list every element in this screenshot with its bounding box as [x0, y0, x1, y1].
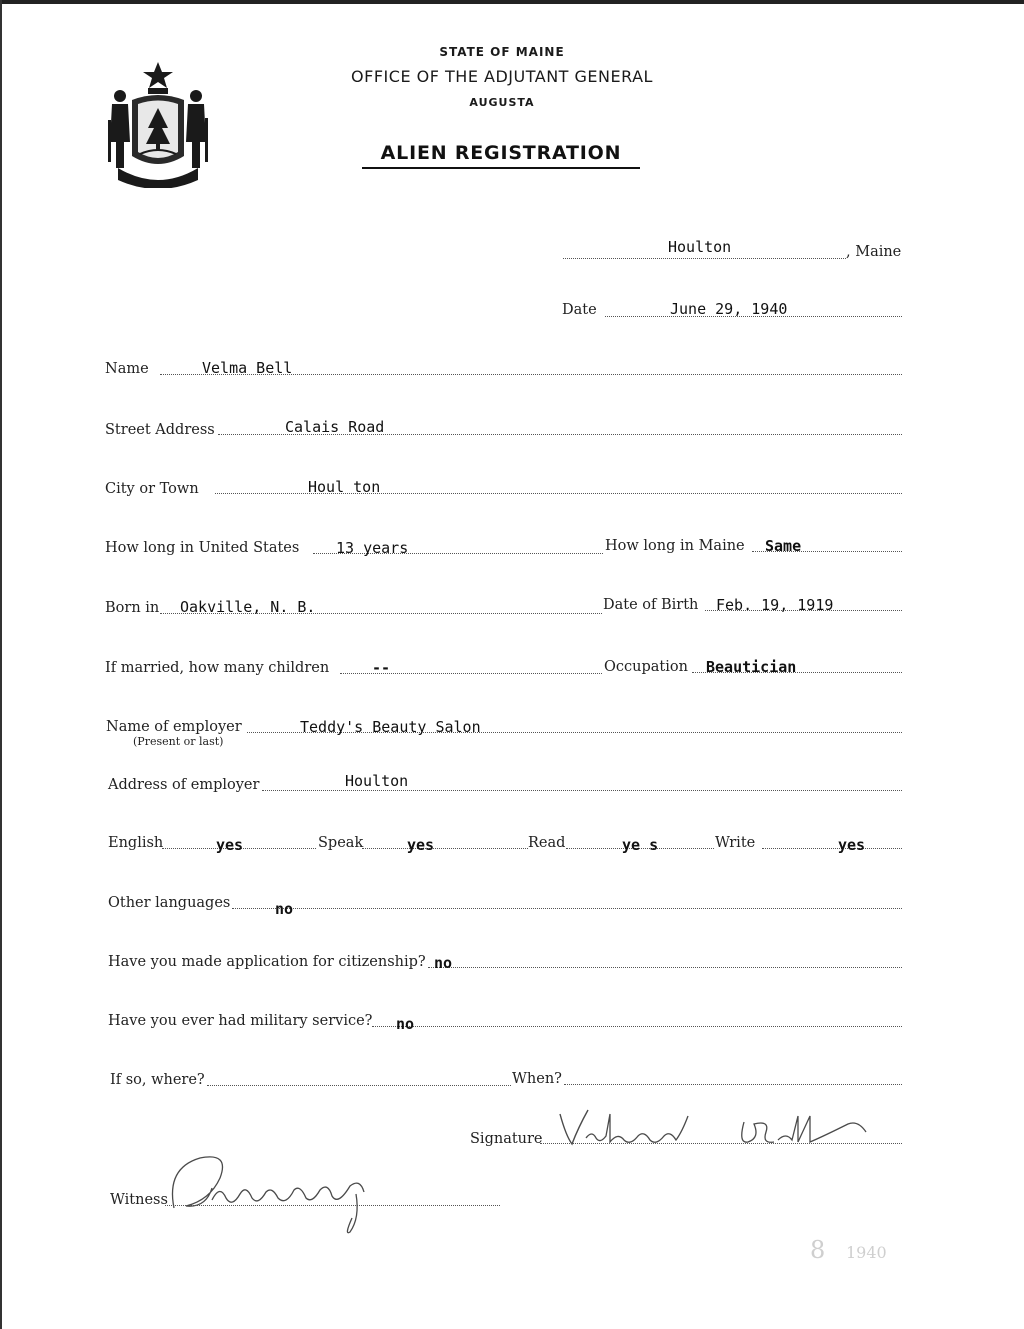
seal-lettering: MAINE	[139, 168, 177, 178]
stamp-number: 8	[810, 1236, 826, 1264]
other-languages-line	[232, 908, 902, 909]
street-label: Street Address	[105, 422, 215, 438]
military-line	[372, 1026, 902, 1027]
office-heading: OFFICE OF THE ADJUTANT GENERAL	[351, 67, 653, 86]
military-label: Have you ever had military service?	[108, 1013, 373, 1029]
employer-address-line	[262, 790, 902, 791]
other-languages-label: Other languages	[108, 895, 231, 911]
citizenship-value: no	[434, 954, 453, 972]
born-in-label: Born in	[105, 600, 160, 616]
speak-label: Speak	[318, 835, 364, 851]
children-value: --	[372, 659, 391, 677]
children-label: If married, how many children	[105, 660, 330, 676]
signature-handwriting	[548, 1102, 888, 1152]
write-line	[762, 848, 902, 849]
other-languages-value: no	[275, 900, 294, 918]
speak-line	[362, 848, 528, 849]
english-label: English	[108, 835, 164, 851]
how-long-maine-label: How long in Maine	[605, 538, 745, 554]
occupation-value: Beautician	[706, 658, 797, 676]
employer-address-value: Houlton	[345, 772, 409, 790]
place-line	[563, 258, 846, 259]
speak-value: yes	[407, 836, 435, 854]
employer-address-label: Address of employer	[108, 777, 260, 793]
place-value: Houlton	[668, 238, 732, 256]
write-value: yes	[838, 836, 866, 854]
witness-signature-handwriting	[160, 1148, 380, 1238]
name-value: Velma Bell	[202, 359, 293, 377]
citizenship-label: Have you made application for citizenship?	[108, 954, 426, 970]
when-line	[564, 1084, 902, 1085]
english-value: yes	[216, 836, 244, 854]
when-label: When?	[512, 1071, 562, 1087]
dob-value: Feb. 19, 1919	[716, 596, 834, 614]
state-heading: STATE OF MAINE	[439, 45, 565, 59]
read-value: ye s	[622, 836, 659, 854]
how-long-maine-value: Same	[765, 537, 802, 555]
employer-value: Teddy's Beauty Salon	[300, 718, 481, 736]
where-line	[207, 1085, 511, 1086]
street-value: Calais Road	[285, 418, 385, 436]
page-border-left	[0, 0, 2, 1329]
name-label: Name	[105, 361, 149, 377]
stamp-year: 1940	[846, 1243, 887, 1262]
signature-label: Signature	[470, 1131, 543, 1147]
form-title: ALIEN REGISTRATION	[362, 142, 640, 169]
born-in-value: Oakville, N. B.	[180, 598, 316, 616]
page-border	[0, 0, 1024, 4]
write-label: Write	[715, 835, 756, 851]
read-label: Read	[528, 835, 566, 851]
place-state-label: , Maine	[846, 244, 902, 260]
citizenship-line	[428, 967, 902, 968]
city-label: City or Town	[105, 481, 199, 497]
how-long-us-value: 13 years	[336, 539, 409, 557]
city-heading: AUGUSTA	[469, 96, 535, 109]
where-label: If so, where?	[110, 1072, 205, 1088]
employer-sublabel: (Present or last)	[133, 735, 224, 748]
dob-label: Date of Birth	[603, 597, 699, 613]
how-long-us-label: How long in United States	[105, 540, 300, 556]
occupation-label: Occupation	[604, 659, 688, 675]
witness-label: Witness	[110, 1192, 168, 1208]
date-label: Date	[562, 302, 597, 318]
employer-label: Name of employer	[106, 719, 242, 735]
city-value: Houl ton	[308, 478, 381, 496]
date-value: June 29, 1940	[670, 300, 788, 318]
military-value: no	[396, 1015, 415, 1033]
